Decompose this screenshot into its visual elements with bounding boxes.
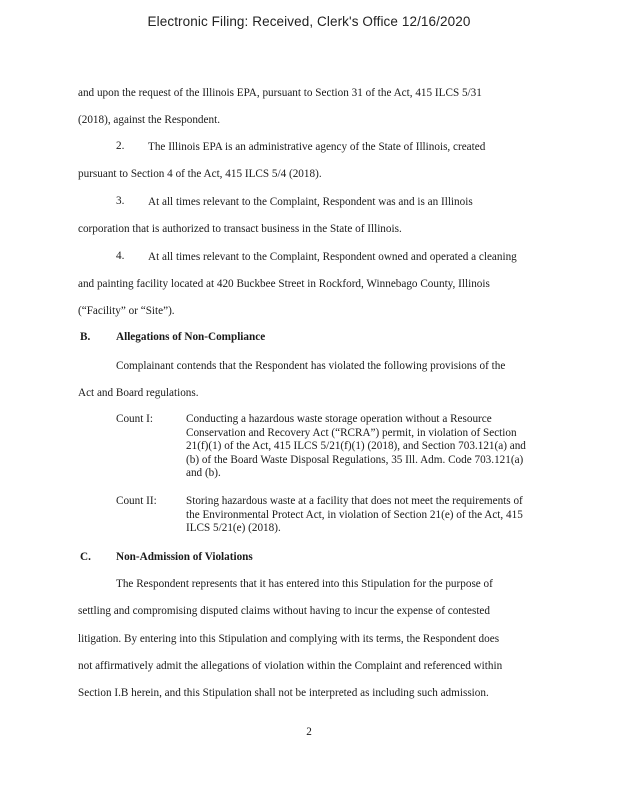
para4-line3: (“Facility” or “Site”).	[78, 305, 175, 317]
para3-line2: corporation that is authorized to transact business in the State of Illinois.	[78, 223, 402, 235]
section-b-title: Allegations of Non-Compliance	[116, 331, 266, 343]
para2-line2: pursuant to Section 4 of the Act, 415 ILCS 5/4 (2018).	[78, 168, 322, 180]
section-c-line3: litigation. By entering into this Stipulation and complying with its terms, the Respondent does	[78, 633, 500, 645]
section-b-line1: Complainant contends that the Respondent has violated the following provisions of the	[116, 360, 506, 372]
para4-line1: At all times relevant to the Complaint, Respondent owned and operated a cleaning	[148, 251, 517, 263]
para3-number: 3.	[116, 195, 125, 207]
para1-line2: (2018), against the Respondent.	[78, 114, 220, 126]
section-c-line2: settling and compromising disputed claims without having to incur the expense of contested	[78, 605, 490, 617]
count-2-text: Storing hazardous waste at a facility that does not meet the requirements of the Environmental Protect Act, in violation of Section 21(e) of the Act, 415 ILCS 5/21(e) (2018).	[186, 495, 523, 534]
para2-line1: The Illinois EPA is an administrative agency of the State of Illinois, created	[148, 141, 486, 153]
para3-line1: At all times relevant to the Complaint, Respondent was and is an Illinois	[148, 196, 473, 208]
count-1-text: Conducting a hazardous waste storage operation without a Resource Conservation and Recovery Act (“RCRA”) permit, in violation of Section 21(f)(1) of the Act, 415 ILCS 5/21(f)(1) (2018), and Section 703.121(a) and (b) of the Board Waste Disposal Regulations, 35 Ill. Adm. Code 703.121(a) and (b).	[186, 413, 526, 479]
section-c-line5: Section I.B herein, and this Stipulation shall not be interpreted as including such admission.	[78, 687, 489, 699]
para1-line1: and upon the request of the Illinois EPA, pursuant to Section 31 of the Act, 415 ILCS 5/31	[78, 87, 482, 99]
para4-line2: and painting facility located at 420 Buckbee Street in Rockford, Winnebago County, Illinois	[78, 278, 490, 290]
section-c-line1: The Respondent represents that it has entered into this Stipulation for the purpose of	[116, 578, 493, 590]
para4-number: 4.	[116, 250, 125, 262]
section-c-title: Non-Admission of Violations	[116, 551, 253, 563]
page-number: 2	[306, 726, 312, 738]
section-c-letter: C.	[80, 551, 91, 563]
count-2-label: Count II:	[116, 495, 157, 507]
section-b-letter: B.	[80, 331, 91, 343]
filing-stamp-header: Electronic Filing: Received, Clerk's Office 12/16/2020	[147, 14, 471, 29]
count-1-label: Count I:	[116, 413, 153, 425]
para2-number: 2.	[116, 140, 125, 152]
section-b-line2: Act and Board regulations.	[78, 387, 199, 399]
section-c-line4: not affirmatively admit the allegations of violation within the Complaint and referenced within	[78, 660, 503, 672]
